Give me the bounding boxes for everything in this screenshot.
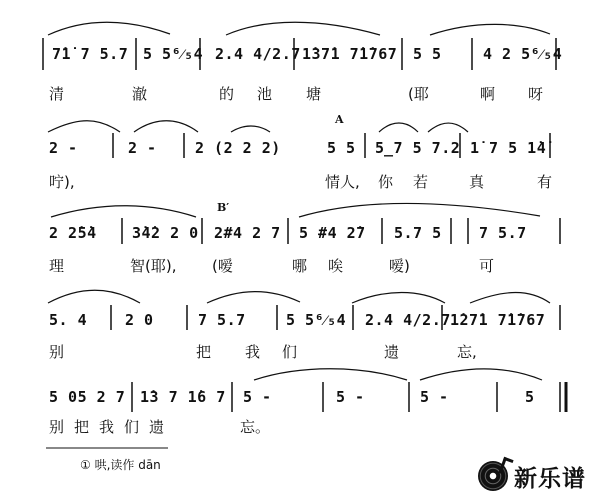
row3-notes-1: 2 2̇5̇4	[49, 224, 97, 242]
row1-notes-6: 4 2 5⁶⁄₅4	[483, 45, 563, 63]
rehearsal-mark-b-prime: B′	[217, 201, 230, 214]
row2-lyric-4: 若	[413, 173, 429, 191]
row3-notes-5: 5.7 5	[394, 224, 442, 242]
row3-lyric-4: 哪	[292, 257, 308, 275]
row5-notes-2: 1̇3 7 1̇6 7	[140, 388, 226, 406]
row2-notes-6: 1̇ 7 5 1̇4̇	[470, 139, 547, 157]
footnote-text: ① 哄,读作 dān	[80, 458, 161, 472]
row3-lyric-6: 嗳)	[389, 257, 410, 275]
row3-lyric-2: 智(耶),	[130, 257, 177, 275]
row1-notes-1: 7̇1̇ 7 5.7	[52, 45, 129, 63]
footnote-divider	[46, 446, 168, 450]
row5-lyric-6: 忘。	[240, 418, 271, 436]
row1-lyric-5: 塘	[306, 85, 322, 103]
site-logo	[478, 457, 603, 495]
row3-notes-2: 3̇4̇2 2 0	[132, 224, 199, 242]
row2-notes-1: 2 -	[49, 139, 78, 157]
music-record-icon	[478, 461, 508, 491]
row4-lyric-1: 别	[49, 343, 65, 361]
row1-lyric-7: 啊	[480, 85, 496, 103]
row5-notes-3: 5 -	[243, 388, 272, 406]
row1-lyric-6: (耶	[408, 85, 429, 103]
row4-lyric-6: 忘,	[457, 343, 477, 361]
row3-lyric-5: 唉	[328, 257, 344, 275]
row1-lyric-1: 清	[49, 85, 65, 103]
row4-lyric-4: 们	[282, 343, 298, 361]
row1-notes-5: 5 5	[413, 45, 442, 63]
row4-notes-5: 2.4 4/2.7	[365, 311, 451, 329]
row3-notes-6: 7 5.7	[479, 224, 527, 242]
row2-lyric-5: 真	[469, 173, 485, 191]
row1-notes-3: 2.4 4/2.7	[215, 45, 301, 63]
row5-notes-4: 5 -	[336, 388, 365, 406]
row1-notes-2: 5 5⁶⁄₅4	[143, 45, 204, 63]
row4-notes-1: 5. 4	[49, 311, 88, 329]
row2-lyric-3: 你	[378, 173, 394, 191]
row2-lyric-6: 有	[537, 173, 553, 191]
row5-lyric-5: 遗	[149, 418, 165, 436]
row3-lyric-7: 可	[479, 257, 495, 275]
logo-text: 新乐谱	[514, 465, 586, 492]
row1-lyric-2: 澈	[132, 85, 148, 103]
row3-notes-3: 2#4 2 7	[214, 224, 281, 242]
row5-lyric-4: 们	[124, 418, 140, 436]
row5-notes-6: 5	[525, 388, 535, 406]
row4-lyric-2: 把	[196, 343, 212, 361]
row4-lyric-5: 遗	[384, 343, 400, 361]
row5-notes-1: 5 05 2 7	[49, 388, 126, 406]
row2-notes-5: 5̲7 5 7.2	[375, 139, 461, 157]
rehearsal-mark-a: A	[335, 113, 344, 126]
row1-lyric-4: 池	[257, 85, 273, 103]
row1-notes-4: 1̇37̇1 7̇1̇767	[302, 45, 398, 63]
row5-lyric-3: 我	[99, 418, 115, 436]
row4-notes-6: 1̇27̇1 7̇1̇767	[450, 311, 546, 329]
row4-notes-2: 2 0	[125, 311, 154, 329]
row5-lyric-1: 别	[49, 418, 65, 436]
row2-lyric-1: 咛),	[49, 173, 75, 191]
row4-notes-4: 5 5⁶⁄₅4	[286, 311, 347, 329]
row2-lyric-2: 情人,	[325, 173, 360, 191]
row2-notes-4: 5 5	[327, 139, 356, 157]
row4-notes-3: 7 5.7	[198, 311, 246, 329]
row5-lyric-2: 把	[74, 418, 90, 436]
row1-lyric-8: 呀	[528, 85, 544, 103]
row4-lyric-3: 我	[245, 343, 261, 361]
row3-lyric-1: 理	[49, 257, 65, 275]
row5-notes-5: 5 -	[420, 388, 449, 406]
row2-notes-3: 2 (2 2 2)	[195, 139, 281, 157]
row3-notes-4: 5 #4 2̇7	[299, 224, 366, 242]
row2-notes-2: 2 -	[128, 139, 157, 157]
row3-lyric-3: (嗳	[212, 257, 233, 275]
row1-lyric-3: 的	[219, 85, 235, 103]
